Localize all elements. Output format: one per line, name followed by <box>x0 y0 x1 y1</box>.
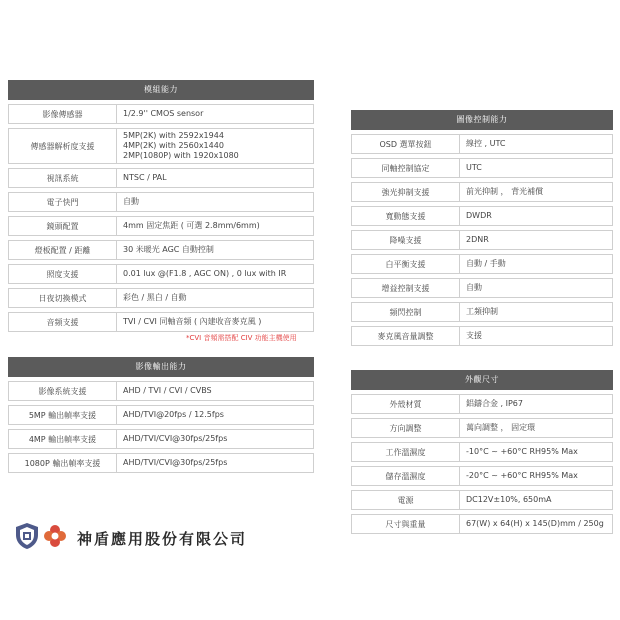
spec-value <box>460 279 482 297</box>
spec-label: 影像傳感器 <box>9 105 117 123</box>
appearance-header: 外觀尺寸 <box>351 370 613 390</box>
spec-value-line: 工頻抑制 <box>466 307 498 316</box>
spec-value <box>460 327 482 345</box>
spec-row <box>351 158 613 178</box>
spec-value-line: 5MP(2K) with 2592x1944 <box>123 131 224 140</box>
spec-label: 視訊系統 <box>9 169 117 187</box>
spec-row <box>8 104 314 124</box>
spec-label: 頻閃控制 <box>352 303 460 321</box>
spec-row <box>8 453 314 473</box>
spec-value-line: -20°C ~ +60°C RH95% Max <box>466 471 578 480</box>
spec-label: 影像系統支援 <box>9 382 117 400</box>
spec-label: 強光抑制支援 <box>352 183 460 201</box>
spec-value <box>460 207 492 225</box>
spec-value-line: 彩色 / 黑白 / 自動 <box>123 293 187 302</box>
output-rows <box>8 381 314 473</box>
spec-value <box>460 443 578 461</box>
spec-value <box>460 255 506 273</box>
image-control-header: 圖像控制能力 <box>351 110 613 130</box>
spec-value-line: 1/2.9'' CMOS sensor <box>123 109 204 118</box>
spec-value <box>460 231 489 249</box>
spec-label: 增益控制支援 <box>352 279 460 297</box>
spec-value <box>117 169 167 187</box>
module-rows <box>8 104 314 332</box>
spec-value-line: 2DNR <box>466 235 489 244</box>
spec-value <box>117 382 212 400</box>
spec-label: 日夜切換模式 <box>9 289 117 307</box>
spec-label: 鏡頭配置 <box>9 217 117 235</box>
spec-value-line: AHD/TVI@20fps / 12.5fps <box>123 410 224 419</box>
spec-label: 電源 <box>352 491 460 509</box>
spec-label: 方向調整 <box>352 419 460 437</box>
spec-value <box>117 454 227 472</box>
spec-label: 5MP 輸出幀率支援 <box>9 406 117 424</box>
spec-value-line: DWDR <box>466 211 492 220</box>
spec-value <box>460 491 552 509</box>
spec-row <box>8 429 314 449</box>
spec-row <box>8 240 314 260</box>
spec-label: 電子快門 <box>9 193 117 211</box>
spec-value-line: AHD/TVI/CVI@30fps/25fps <box>123 458 228 467</box>
spec-row <box>8 405 314 425</box>
spec-row <box>8 168 314 188</box>
flower-logo-icon <box>43 524 67 552</box>
spec-value-line: 4MP(2K) with 2560x1440 <box>123 141 224 150</box>
spec-row <box>8 288 314 308</box>
spec-row <box>8 216 314 236</box>
spec-row <box>8 264 314 284</box>
spec-label: 傳感器解析度支援 <box>9 129 117 163</box>
spec-label: 麥克風音量調整 <box>352 327 460 345</box>
spec-label: 降噪支援 <box>352 231 460 249</box>
spec-label: 尺寸與重量 <box>352 515 460 533</box>
spec-value <box>117 105 203 123</box>
spec-label: 白平衡支援 <box>352 255 460 273</box>
spec-value <box>460 183 543 201</box>
spec-value-line: 萬向調整 ， 固定環 <box>466 423 536 432</box>
spec-value-line: 自動 <box>123 197 139 206</box>
spec-label: 外殼材質 <box>352 395 460 413</box>
spec-value <box>460 159 482 177</box>
spec-value-line: 2MP(1080P) with 1920x1080 <box>123 151 239 160</box>
spec-row <box>8 381 314 401</box>
spec-value-line: NTSC / PAL <box>123 173 167 182</box>
spec-value <box>460 515 604 533</box>
spec-row <box>8 128 314 164</box>
spec-label: 工作溫濕度 <box>352 443 460 461</box>
control-rows <box>351 134 613 346</box>
video-output-header: 影像輸出能力 <box>8 357 314 377</box>
spec-value-line: 自動 <box>466 283 482 292</box>
company-name: 神盾應用股份有限公司 <box>77 529 248 548</box>
spec-value-line: 67(W) x 64(H) x 145(D)mm / 250g <box>466 519 604 528</box>
spec-value-line: 鋁鑄合金 , IP67 <box>466 399 523 408</box>
spec-row <box>351 206 613 226</box>
spec-row <box>351 514 613 534</box>
company-logo <box>14 522 247 554</box>
spec-value <box>117 289 187 307</box>
module-capability-header: 模組能力 <box>8 80 314 100</box>
spec-label: 同軸控制協定 <box>352 159 460 177</box>
spec-label: 寬動態支援 <box>352 207 460 225</box>
spec-value-line: AHD / TVI / CVI / CVBS <box>123 386 212 395</box>
spec-value-line: UTC <box>466 163 482 172</box>
spec-row <box>351 254 613 274</box>
spec-value-line: 4mm 固定焦距 ( 可選 2.8mm/6mm) <box>123 221 260 230</box>
spec-row <box>351 182 613 202</box>
module-capability-section <box>8 80 314 332</box>
spec-value <box>117 265 286 283</box>
image-control-section <box>351 110 613 346</box>
spec-value <box>117 430 227 448</box>
spec-value <box>117 313 261 331</box>
spec-label: 4MP 輸出幀率支援 <box>9 430 117 448</box>
spec-value-line: AHD/TVI/CVI@30fps/25fps <box>123 434 228 443</box>
appearance-section <box>351 370 613 534</box>
spec-value <box>460 467 578 485</box>
spec-value-line: 支援 <box>466 331 482 340</box>
spec-label: 燈板配置 / 距離 <box>9 241 117 259</box>
spec-value <box>460 419 535 437</box>
spec-row <box>351 230 613 250</box>
cvi-audio-note: *CVI 音頻需搭配 CIV 功能主機使用 <box>186 334 297 342</box>
spec-value-line: 前光抑制 ， 背光補償 <box>466 187 544 196</box>
spec-row <box>351 302 613 322</box>
spec-value-line: 30 米暖光 AGC 自動控制 <box>123 245 214 254</box>
spec-value-line: 自動 / 手動 <box>466 259 506 268</box>
spec-value <box>117 193 139 211</box>
spec-value <box>460 303 498 321</box>
spec-value-line: -10°C ~ +60°C RH95% Max <box>466 447 578 456</box>
video-output-section <box>8 357 314 473</box>
logo-mark <box>14 522 67 554</box>
spec-value <box>117 129 239 163</box>
spec-value <box>460 135 506 153</box>
spec-row <box>351 442 613 462</box>
spec-row <box>351 490 613 510</box>
spec-row <box>8 192 314 212</box>
spec-label: OSD 選單按鈕 <box>352 135 460 153</box>
spec-row <box>351 278 613 298</box>
appearance-rows <box>351 394 613 534</box>
spec-row <box>351 466 613 486</box>
spec-row <box>351 418 613 438</box>
spec-row <box>351 134 613 154</box>
spec-value-line: 線控 , UTC <box>466 139 506 148</box>
spec-value <box>117 406 224 424</box>
spec-value <box>117 217 260 235</box>
spec-value <box>117 241 214 259</box>
spec-value-line: 0.01 lux @(F1.8 , AGC ON) , 0 lux with IR <box>123 269 287 278</box>
shield-logo-icon <box>14 522 40 554</box>
spec-label: 1080P 輸出幀率支援 <box>9 454 117 472</box>
spec-value <box>460 395 523 413</box>
spec-row <box>8 312 314 332</box>
spec-value-line: TVI / CVI 同軸音頻 ( 內建收音麥克風 ) <box>123 317 262 326</box>
spec-label: 音頻支援 <box>9 313 117 331</box>
spec-label: 儲存溫濕度 <box>352 467 460 485</box>
spec-label: 照度支援 <box>9 265 117 283</box>
spec-row <box>351 326 613 346</box>
spec-value-line: DC12V±10%, 650mA <box>466 495 552 504</box>
spec-row <box>351 394 613 414</box>
